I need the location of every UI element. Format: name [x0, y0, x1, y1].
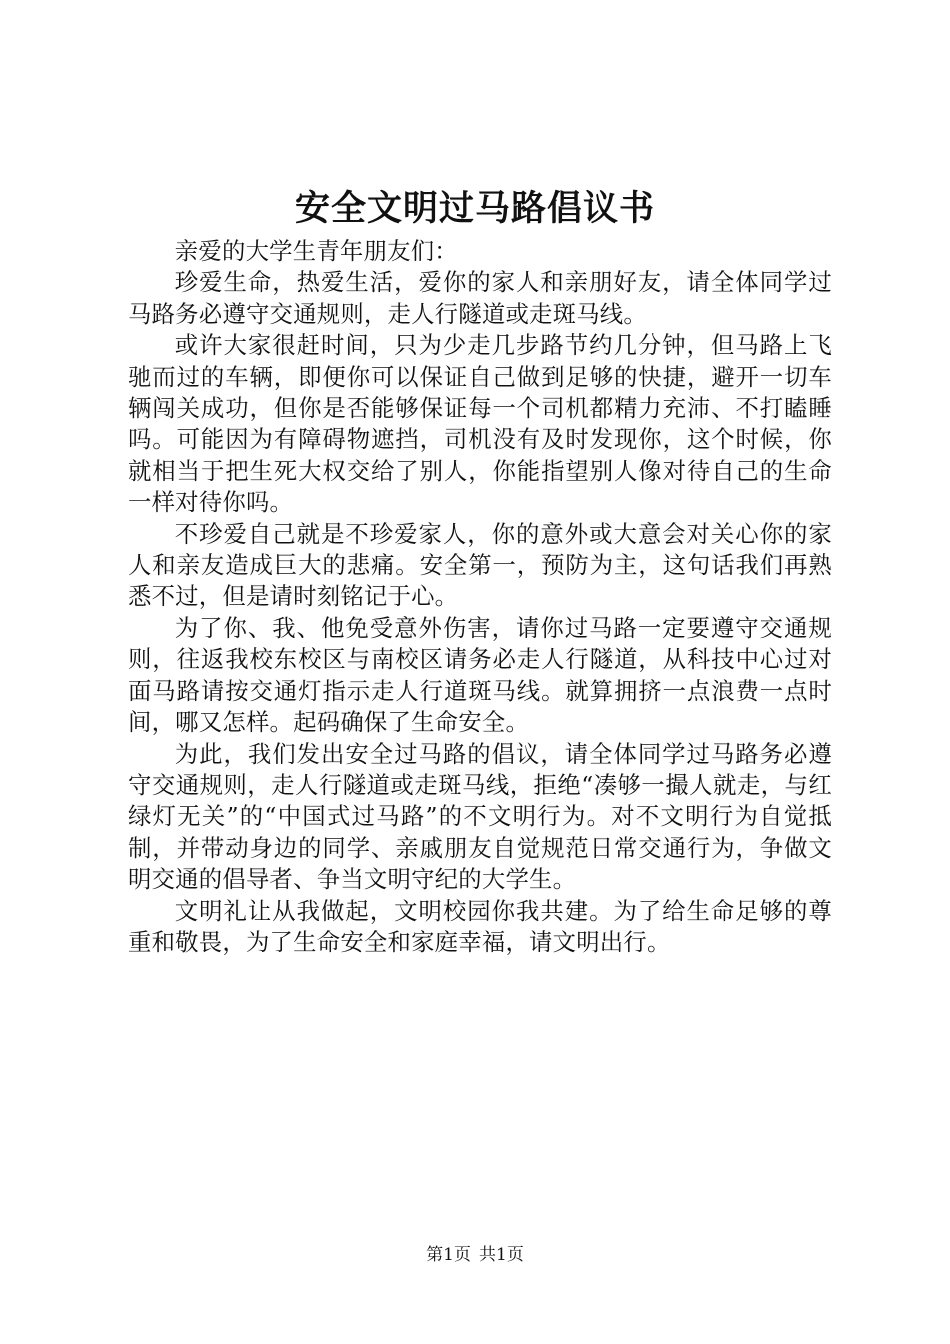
paragraph-1: 珍爱生命，热爱生活，爱你的家人和亲朋好友，请全体同学过马路务必遵守交通规则，走人行隧道或走斑马线。 [128, 268, 832, 328]
paragraph-5: 为此，我们发出安全过马路的倡议，请全体同学过马路务必遵守交通规则，走人行隧道或走斑马线，拒绝“凑够一撮人就走，与红绿灯无关”的“中国式过马路”的不文明行为。对不文明行为自觉抵制，并带动身边的同学、亲戚朋友自觉规范日常交通行为，争做文明交通的倡导者、争当文明守纪的大学生。 [128, 739, 832, 894]
paragraph-4: 为了你、我、他免受意外伤害，请你过马路一定要遵守交通规则，往返我校东校区与南校区请务必走人行隧道，从科技中心过对面马路请按交通灯指示走人行道斑马线。就算拥挤一点浪费一点时间，哪又怎样。起码确保了生命安全。 [128, 613, 832, 737]
page-number: 第1页 [426, 1245, 471, 1265]
paragraph-2: 或许大家很赶时间，只为少走几步路节约几分钟，但马路上飞驰而过的车辆，即便你可以保证自己做到足够的快捷，避开一切车辆闯关成功，但你是否能够保证每一个司机都精力充沛、不打瞌睡吗。可能因为有障碍物遮挡，司机没有及时发现你，这个时候，你就相当于把生死大权交给了别人，你能指望别人像对待自己的生命一样对待你吗。 [128, 331, 832, 517]
page-footer [0, 1244, 950, 1266]
document-body [128, 236, 832, 958]
document-title: 安全文明过马路倡议书 [294, 188, 655, 229]
paragraph-6: 文明礼让从我做起，文明校园你我共建。为了给生命足够的尊重和敬畏，为了生命安全和家庭幸福，请文明出行。 [128, 896, 832, 956]
paragraph-3: 不珍爱自己就是不珍爱家人，你的意外或大意会对关心你的家人和亲友造成巨大的悲痛。安全第一，预防为主，这句话我们再熟悉不过，但是请时刻铭记于心。 [128, 519, 832, 611]
salutation: 亲爱的大学生青年朋友们： [174, 237, 458, 265]
page-total: 共1页 [479, 1245, 524, 1265]
